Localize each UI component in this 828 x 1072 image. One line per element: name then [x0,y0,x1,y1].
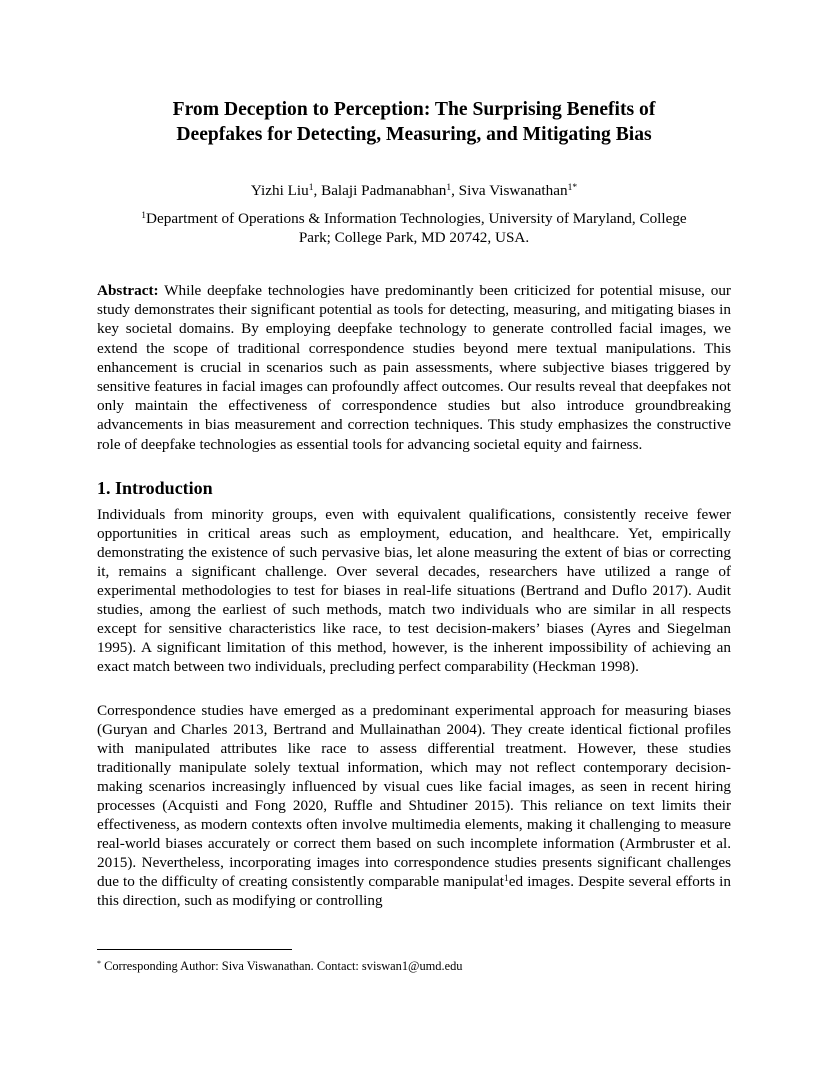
author-separator: , [451,182,459,199]
footnote-mark: * [97,959,101,968]
affiliation-line-2: Park; College Park, MD 20742, USA. [298,229,530,246]
affiliation [97,209,731,247]
abstract-text: While deepfake technologies have predominantly been criticized for potential misuse, our study demonstrates their significant potential as tools for detecting, measuring, and mitigating biases in key societal domains. By employing deepfake technology to generate controlled facial images, we extend the scope of traditional correspondence studies beyond mere textual manipulations. This enhancement is crucial in scenarios such as pain assessments, where subjective biases triggered by sensitive features in facial images can profoundly affect outcomes. Our results reveal that deepfakes not only maintain the effectiveness of correspondence studies but also introduce groundbreaking advancements in bias measurement and correction techniques. This study emphasizes the constructive role of deepfake technologies as essential tools for advancing societal equity and fairness. [97,282,731,453]
body-paragraph: Individuals from minority groups, even with equivalent qualifications, consistently receive fewer opportunities in critical areas such as employment, education, and healthcare. Yet, empirically demonstrating the existence of such pervasive bias, let alone measuring the extent of bias or correcting it, remains a significant challenge. Over several decades, researchers have utilized a range of experimental methodologies to test for biases in real-life situations (Bertrand and Duflo 2017). Audit studies, among the earliest of such methods, match two individuals who are similar in all respects except for sensitive characteristics like race, to test decision-makers’ biases (Ayres and Siegelman 1995). A significant limitation of this method, however, is the inherent impossibility of achieving an exact match between two individuals, precluding perfect comparability (Heckman 1998). [97,506,731,675]
author-name: Siva Viswanathan [458,182,568,199]
footnote-text: Corresponding Author: Siva Viswanathan. Contact: sviswan1@umd.edu [101,959,463,973]
paragraph-text: Correspondence studies have emerged as a predominant experimental approach for measuring biases (Guryan and Charles 2013, Bertrand and Mullainathan 2004). They create identical fictional profiles with manipulated attributes like race to assess differential treatment. However, these studies traditionally manipulate solely textual information, which may not reflect contemporary decision-making scenarios increasingly influenced by visual cues like facial images, as seen in recent hiring processes (Acquisti and Fong 2020, Ruffle and Shtudiner 2015). This reliance on text limits their effectiveness, as modern contexts often involve multimedia elements, making it challenging to measure real-world biases accurately or correct them based on such incomplete information (Armbruster et al. 2015). Nevertheless, incorporating images into correspondence studies presents significant challenges due to the difficulty of creating consistently comparable manipulat [97,702,731,890]
author-list [97,181,731,201]
footnote-separator [97,949,292,950]
author-name: Balaji Padmanabhan [321,182,447,199]
affiliation-line-1 [97,209,731,228]
paper-title-line-1: From Deception to Perception: The Surprising Benefits of [172,99,656,120]
abstract [97,281,731,454]
affiliation-text-1: Department of Operations & Information Technologies, University of Maryland, College [146,210,687,227]
paper-title [97,97,731,147]
author-affiliation-mark: 1 [308,183,314,193]
abstract-label: Abstract: [97,282,159,299]
section-heading-introduction: 1. Introduction [97,478,213,498]
author-affiliation-mark: 1 [446,183,452,193]
body-paragraph [97,702,731,910]
author-name: Yizhi Liu [250,182,309,199]
author-affiliation-mark: 1* [567,183,578,193]
paper-title-line-2: Deepfakes for Detecting, Measuring, and Mitigating Bias [176,124,652,145]
footnote [97,958,731,974]
paragraph-text: ed images. Despite several efforts in this direction, such as modifying or controlling [97,872,731,909]
author-separator: , [313,182,322,199]
affiliation-mark: 1 [141,211,147,221]
footnote-reference-mark: 1 [504,873,509,884]
